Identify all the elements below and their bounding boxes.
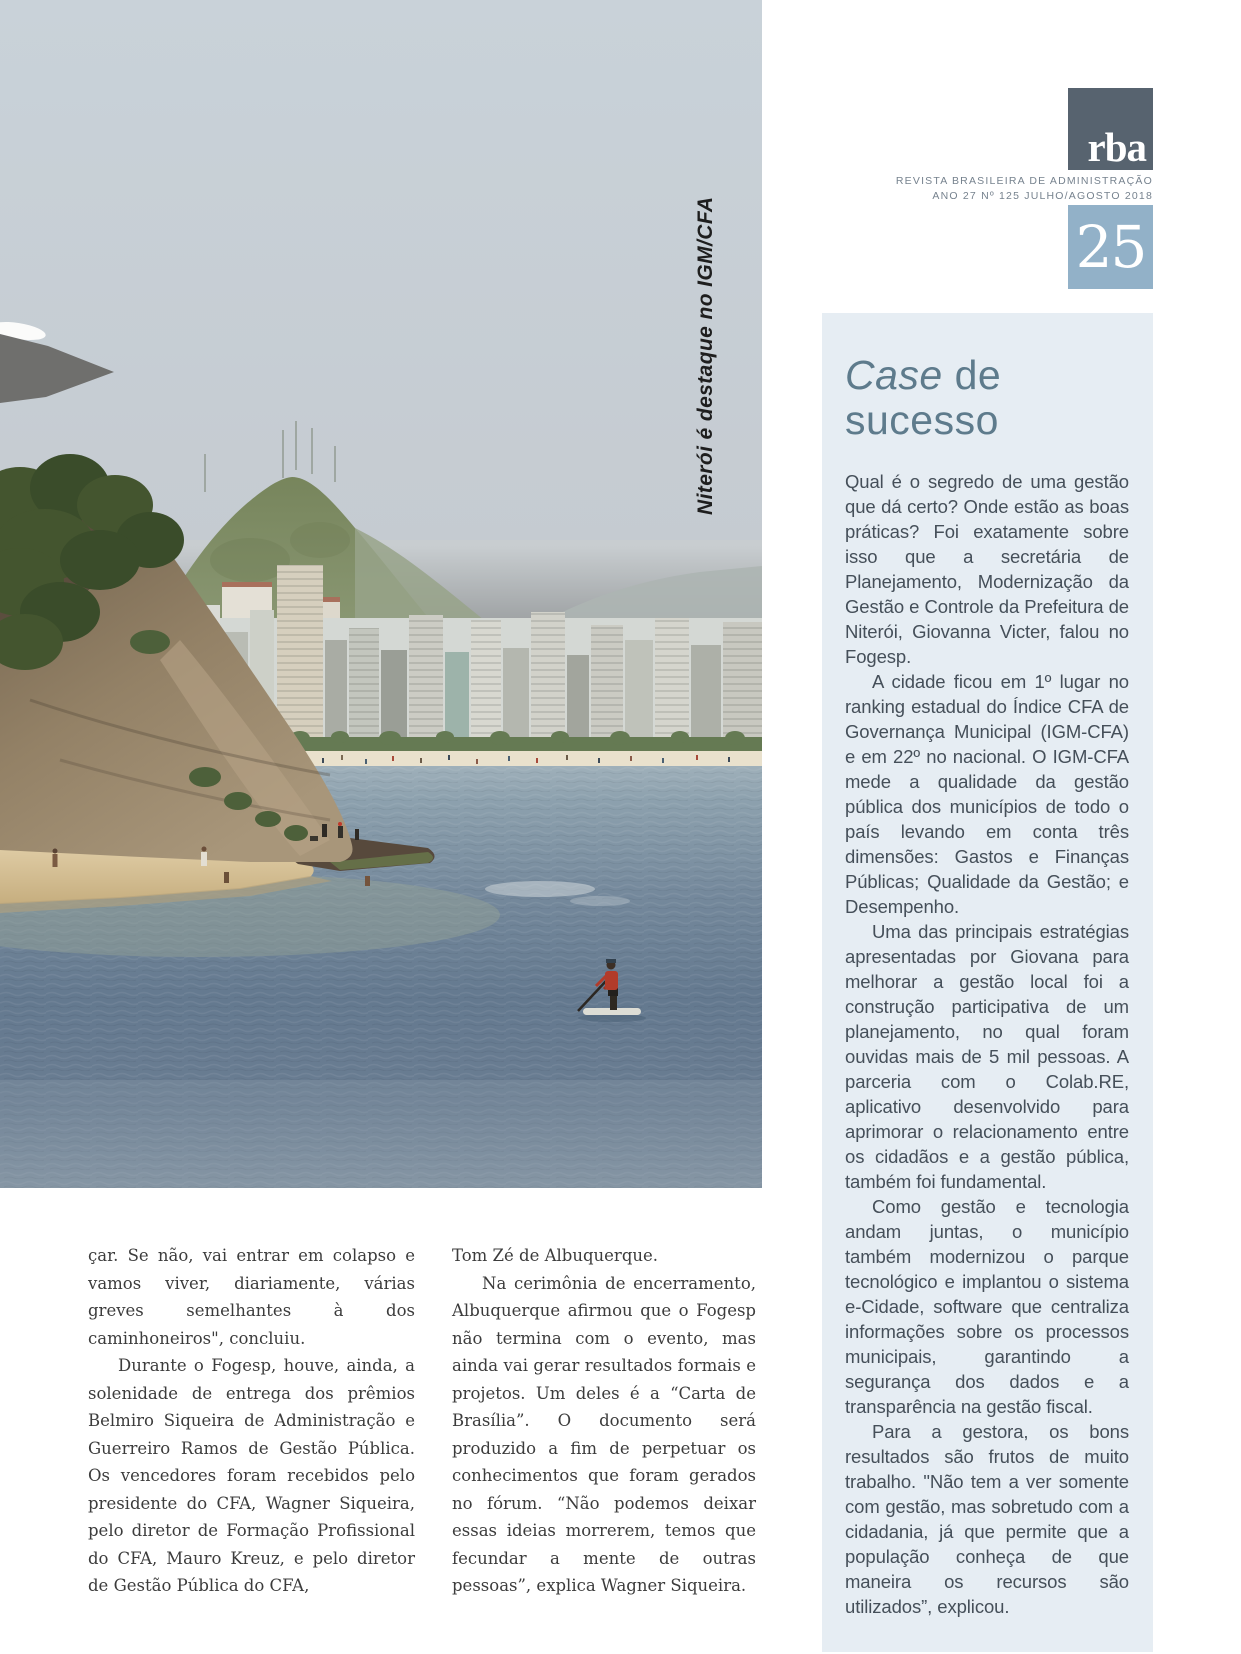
page-number: 25	[1075, 213, 1146, 281]
beach-strip	[282, 751, 762, 768]
case-de-sucesso-panel	[822, 313, 1153, 1652]
article-column-2	[452, 1242, 756, 1600]
panel-paragraph-3: Uma das principais estratégias apresentadas por Giovana para melhorar a gestão local foi a construção participativa de um planejamento, no qual foram ouvidas mais de 5 mil pessoas. A parceria com o Colab.RE, aplicativo desenvolvido para aprimorar o relacionamento entre os cidadãos e a gestão pública, também foi fundamental.	[845, 921, 1129, 1193]
panel-heading-italic: Case	[845, 352, 943, 398]
niteroi-photo-art	[0, 0, 762, 1188]
panel-paragraph-5: Para a gestora, os bons resultados são frutos de muito trabalho. "Não tem a ver somente com gestão, mas sobretudo com a cidadania, já que permite que a população conheça de que maneira os recursos são utilizados”, explicou.	[845, 1421, 1129, 1618]
rba-logo: rba	[1087, 124, 1146, 171]
masthead-line1: REVISTA BRASILEIRA DE ADMINISTRAÇÃO	[895, 175, 1153, 187]
niteroi-photo	[0, 0, 762, 1188]
column2-paragraph-2: Na cerimônia de encerramento, Albuquerque afirmou que o Fogesp não termina com o evento, mas ainda vai gerar resultados formais e projetos. Um deles é a “Carta de Brasília”. O documento será produzido a fim de perpetuar os conhecimentos que foram gerados no fórum. “Não podemos deixar essas ideias morrerem, temos que fecundar a mente de outras pessoas”, explica Wagner Siqueira.	[452, 1273, 756, 1595]
masthead-info	[896, 174, 1153, 203]
column1-paragraph-1: çar. Se não, vai entrar em colapso e vamos viver, diariamente, várias greves semelhantes à dos caminhoneiros", concluiu.	[88, 1246, 415, 1348]
column2-paragraph-1: Tom Zé de Albuquerque.	[452, 1246, 659, 1265]
panel-paragraph-4: Como gestão e tecnologia andam juntas, o município também modernizou o parque tecnológico e implantou o sistema e-Cidade, software que centraliza informações sobre os processos municipais, garantindo a segurança dos dados e a transparência na gestão fiscal.	[845, 1196, 1129, 1418]
panel-heading-rest: de sucesso	[845, 352, 1002, 444]
masthead-line2: ANO 27 Nº 125 JULHO/AGOSTO 2018	[932, 189, 1153, 202]
panel-paragraph-2: A cidade ficou em 1º lugar no ranking estadual do Índice CFA de Governança Municipal (IGM-CFA) e em 22º no nacional. O IGM-CFA mede a qualidade da gestão pública dos municípios de todo o país levando em conta três dimensões: Gastos e Finanças Públicas; Qualidade da Gestão; e Desempenho.	[845, 671, 1129, 918]
article-column-1	[88, 1242, 415, 1600]
photo-caption: Niterói é destaque no IGM/CFA	[694, 196, 717, 515]
panel-heading	[845, 353, 1129, 443]
page-number-box	[1068, 205, 1153, 289]
column1-paragraph-2: Durante o Fogesp, houve, ainda, a solenidade de entrega dos prêmios Belmiro Siqueira de Administração e Guerreiro Ramos de Gestão Pública. Os vencedores foram recebidos pelo presidente do CFA, Wagner Siqueira, pelo diretor de Formação Profissional do CFA, Mauro Kreuz, e pelo diretor de Gestão Pública do CFA,	[88, 1356, 415, 1595]
panel-paragraph-1: Qual é o segredo de uma gestão que dá certo? Onde estão as boas práticas? Foi exatamente sobre isso que a secretária de Planejamento, Modernização da Gestão e Controle da Prefeitura de Niterói, Giovanna Victer, falou no Fogesp.	[845, 471, 1129, 668]
rba-logo-box	[1068, 88, 1153, 170]
